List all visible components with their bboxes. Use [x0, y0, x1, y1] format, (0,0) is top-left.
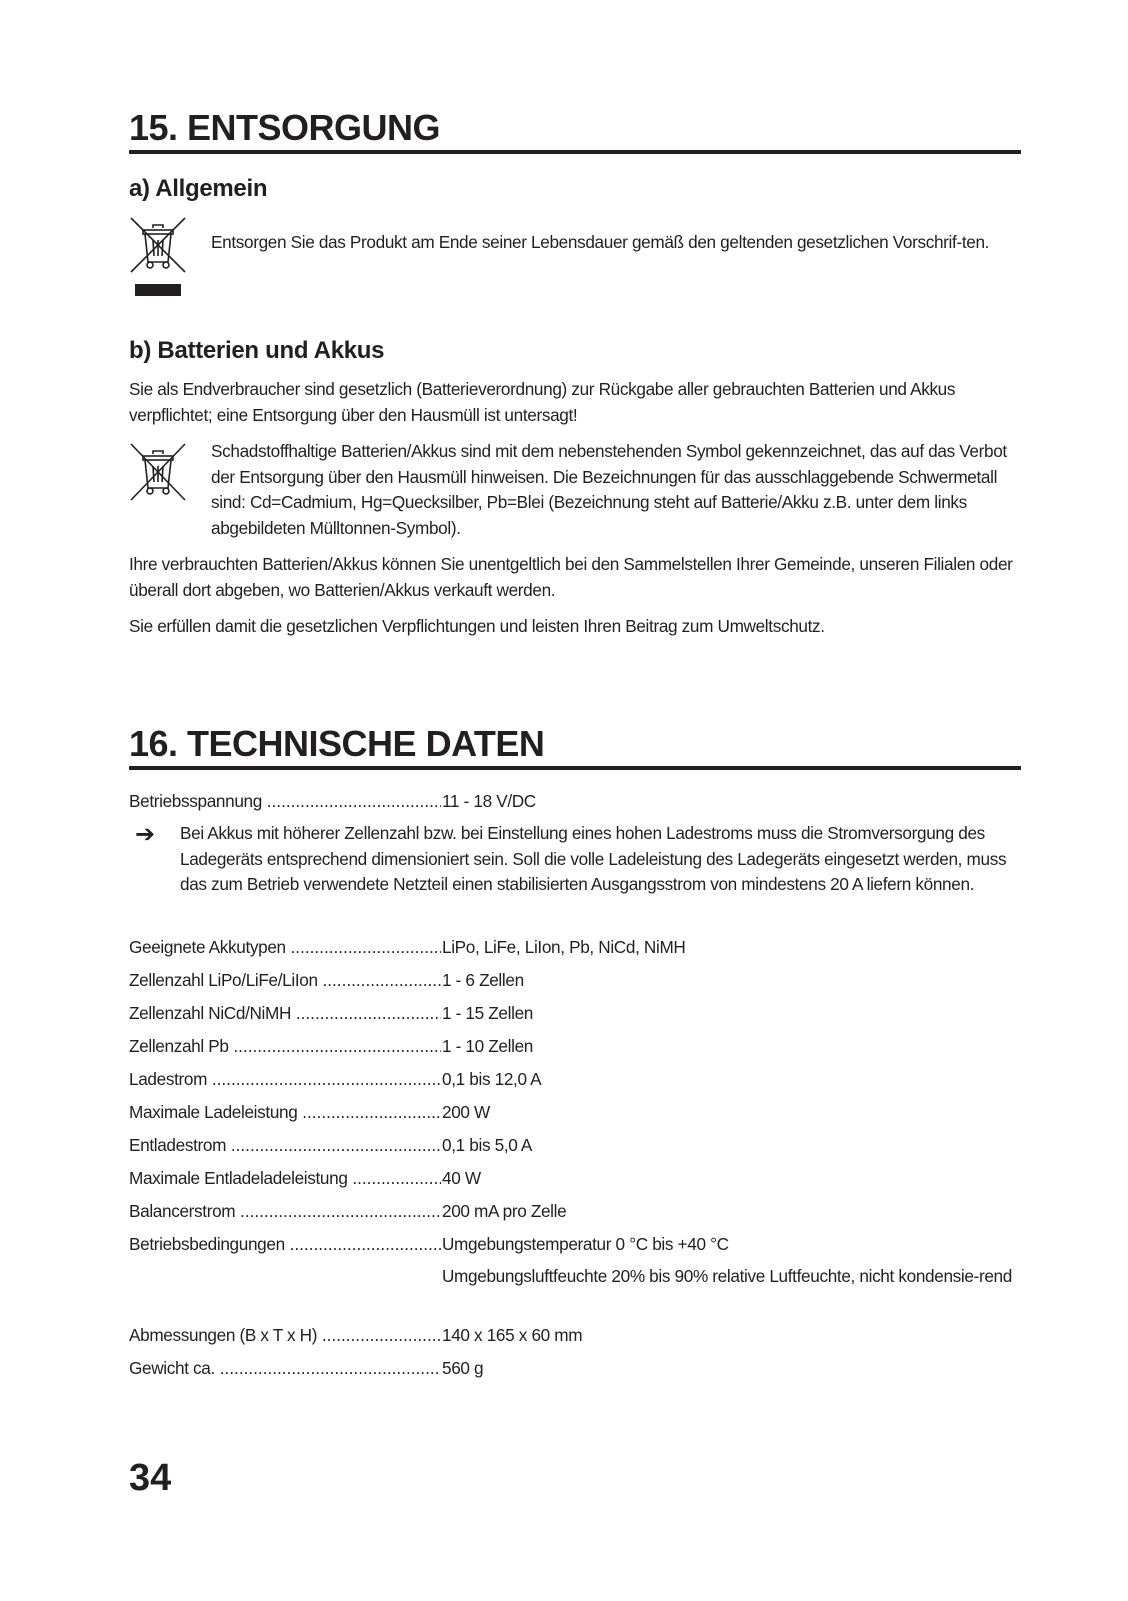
spec-row — [129, 1166, 1021, 1199]
section-16-heading: 16. TECHNISCHE DATEN — [129, 724, 1021, 770]
spec-row — [129, 1133, 1021, 1166]
spec-value: 0,1 bis 5,0 A — [442, 1133, 1021, 1158]
subsection-b-heading: b) Batterien und Akkus — [129, 337, 385, 364]
spec-value-humidity: Umgebungsluftfeuchte 20% bis 90% relative Luftfeuchte, nicht kondensie-rend — [442, 1266, 1012, 1286]
crossed-out-wheelie-bin-icon — [129, 214, 187, 305]
spec-value: 140 x 165 x 60 mm — [442, 1323, 1021, 1348]
disposal-general-text: Entsorgen Sie das Produkt am Ende seiner Lebensdauer gemäß den geltenden gesetzlichen Vorschrif-ten. — [211, 232, 990, 252]
spec-row — [129, 1356, 1021, 1389]
arrow-right-icon: ➔ — [135, 821, 156, 848]
spec-value — [442, 1232, 1021, 1289]
spec-row-supply — [129, 789, 1021, 822]
battery-bin-icon — [129, 442, 187, 509]
spec-value: 560 g — [442, 1356, 1021, 1381]
spec-row — [129, 1034, 1021, 1067]
battery-intro-text: Sie als Endverbraucher sind gesetzlich (Batterieverordnung) zur Rückgabe aller gebrauchten Batterien und Akkus verpflichtet; eine Entsorgung über den Hausmüll ist untersagt! — [129, 379, 956, 425]
spec-row — [129, 1001, 1021, 1034]
battery-return-text: Ihre verbrauchten Batterien/Akkus können Sie unentgeltlich bei den Sammelstellen Ihrer Gemeinde, unseren Filialen oder überall dort abgeben, wo Batterien/Akkus verkauft werden. — [129, 554, 1013, 600]
spec-value: 1 - 10 Zellen — [442, 1034, 1021, 1059]
spec-row — [129, 935, 1021, 968]
spec-label: Geeignete Akkutypen ..... — [129, 935, 441, 960]
spec-row — [129, 1323, 1021, 1356]
spec-row — [129, 968, 1021, 1001]
subsection-a-heading: a) Allgemein — [129, 175, 268, 202]
page-number: 34 — [129, 1457, 172, 1499]
spec-row — [129, 1199, 1021, 1232]
spec-label: Balancerstrom ..... — [129, 1199, 441, 1224]
environment-closing-text: Sie erfüllen damit die gesetzlichen Verpflichtungen und leisten Ihren Beitrag zum Umweltschutz. — [129, 616, 825, 636]
spec-value: 1 - 6 Zellen — [442, 968, 1021, 993]
spec-label: Zellenzahl NiCd/NiMH ..... — [129, 1001, 441, 1026]
spec-label: Abmessungen (B x T x H) ..... — [129, 1323, 441, 1348]
spec-row — [129, 1067, 1021, 1100]
spec-row — [129, 1100, 1021, 1133]
spec-value: 200 mA pro Zelle — [442, 1199, 1021, 1224]
spec-row — [129, 1232, 1021, 1323]
spec-value: 1 - 15 Zellen — [442, 1001, 1021, 1026]
spec-label: Maximale Ladeleistung ..... — [129, 1100, 441, 1125]
spec-label: Zellenzahl LiPo/LiFe/LiIon ..... — [129, 968, 441, 993]
spec-value: 40 W — [442, 1166, 1021, 1191]
spec-value: LiPo, LiFe, LiIon, Pb, NiCd, NiMH — [442, 935, 1021, 960]
spec-label: Entladestrom ..... — [129, 1133, 441, 1158]
spec-table — [129, 935, 1021, 1389]
spec-label: Maximale Entladeladeleistung ..... — [129, 1166, 441, 1191]
power-supply-note: Bei Akkus mit höherer Zellenzahl bzw. bei Einstellung eines hohen Ladestroms muss die Stromversorgung des Ladegeräts entsprechend dimensioniert sein. Soll die volle Ladeleistung des Ladegeräts eingesetzt werden, muss das zum Betrieb verwendete Netzteil einen stabilisierten Ausgangsstrom von mindestens 20 A liefern können. — [180, 823, 1007, 894]
spec-label: Zellenzahl Pb ..... — [129, 1034, 441, 1059]
spec-label: Betriebsbedingungen ..... — [129, 1232, 441, 1257]
spec-value: 11 - 18 V/DC — [442, 789, 1021, 814]
spec-label: Gewicht ca. ..... — [129, 1356, 441, 1381]
spec-value-temperature: Umgebungstemperatur 0 °C bis +40 °C — [442, 1234, 729, 1254]
spec-label: Betriebsspannung ..... — [129, 789, 441, 814]
spec-label: Ladestrom ..... — [129, 1067, 441, 1092]
spec-value: 200 W — [442, 1100, 1021, 1125]
battery-symbol-text: Schadstoffhaltige Batterien/Akkus sind mit dem nebenstehenden Symbol gekennzeichnet, das auf das Verbot der Entsorgung über den Hausmüll hinweisen. Die Bezeichnungen für das ausschlaggebende Schwermetall sind: Cd=Cadmium, Hg=Quecksilber, Pb=Blei (Bezeichnung steht auf Batterie/Akku z.B. unter dem links abgebildeten Mülltonnen-Symbol). — [211, 441, 1007, 538]
section-15-heading: 15. ENTSORGUNG — [129, 108, 1021, 154]
spec-value: 0,1 bis 12,0 A — [442, 1067, 1021, 1092]
document-page — [129, 0, 1021, 1601]
